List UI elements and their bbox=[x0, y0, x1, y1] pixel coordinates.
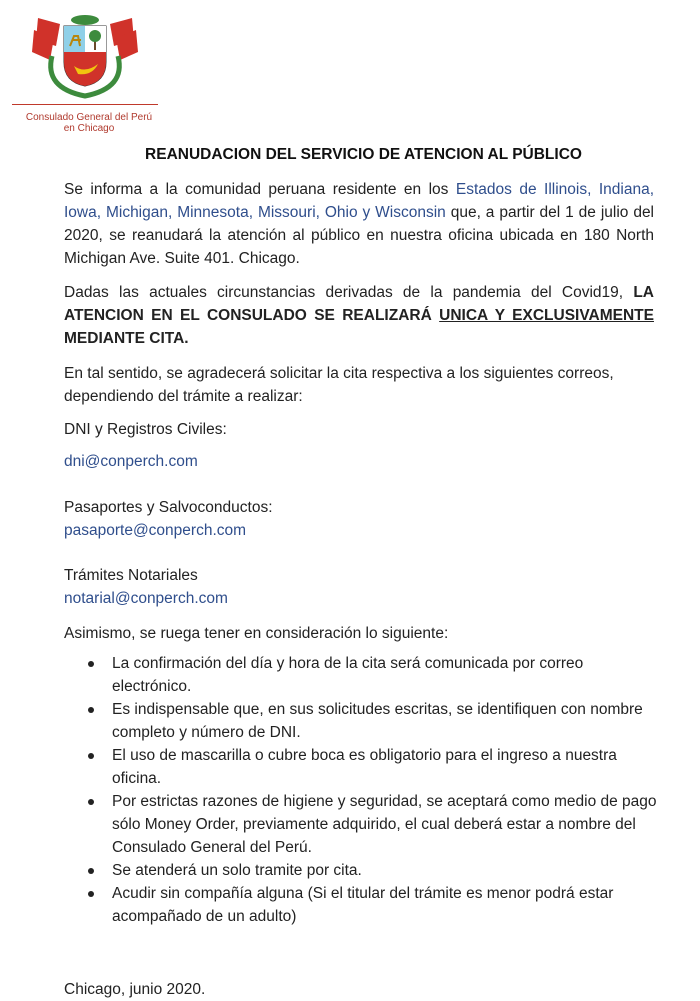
contact-email-dni[interactable]: dni@conperch.com bbox=[64, 453, 198, 470]
contact-label-pasaportes: Pasaportes y Salvoconductos: bbox=[64, 499, 273, 516]
paragraph-considerations: Asimismo, se ruega tener en consideración lo siguiente: bbox=[64, 625, 449, 642]
list-item: Por estrictas razones de higiene y seguridad, se aceptará como medio de pago sólo Money Order, previamente adquirido, el cual deberá estar a nombre del Consulado General del Perú. bbox=[64, 790, 664, 859]
paragraph-intro: Se informa a la comunidad peruana residente en los Estados de Illinois, Indiana, Iowa, Michigan, Minnesota, Missouri, Ohio y Wisconsin que, a partir del 1 de julio del 2020, se reanudará la atención al público en nuestra oficina ubicada en 180 North Michigan Ave. Suite 401. Chicago. bbox=[64, 181, 655, 267]
list-item: La confirmación del día y hora de la cita será comunicada por correo electrónico. bbox=[64, 652, 664, 698]
list-item: El uso de mascarilla o cubre boca es obligatorio para el ingreso a nuestra oficina. bbox=[64, 744, 664, 790]
consulate-name: Consulado General del Perú en Chicago bbox=[25, 112, 153, 134]
contact-label-notariales: Trámites Notariales bbox=[64, 567, 198, 584]
bullet-icon bbox=[88, 753, 94, 759]
peru-coat-of-arms-logo bbox=[30, 10, 140, 100]
bullet-icon bbox=[88, 891, 94, 897]
bullet-icon bbox=[88, 661, 94, 667]
page-title: REANUDACION DEL SERVICIO DE ATENCION AL PÚBLICO bbox=[145, 146, 582, 163]
bullet-icon bbox=[88, 799, 94, 805]
list-item: Acudir sin compañía alguna (Si el titular del trámite es menor podrá estar acompañado de un adulto) bbox=[64, 882, 664, 928]
states-list: Estados de Illinois, Indiana, Iowa, Michigan, Minnesota, Missouri, Ohio y Wisconsin bbox=[64, 181, 654, 221]
contact-email-notariales[interactable]: notarial@conperch.com bbox=[64, 590, 228, 607]
bullet-icon bbox=[88, 707, 94, 713]
list-item: Se atenderá un solo tramite por cita. bbox=[64, 859, 664, 882]
considerations-list bbox=[64, 652, 664, 928]
closing-date: Chicago, junio 2020. bbox=[64, 981, 206, 998]
list-item: Es indispensable que, en sus solicitudes escritas, se identifiquen con nombre completo y número de DNI. bbox=[64, 698, 664, 744]
contact-label-dni: DNI y Registros Civiles: bbox=[64, 421, 227, 438]
header-divider bbox=[12, 104, 158, 105]
paragraph-appointment-notice: Dadas las actuales circunstancias derivadas de la pandemia del Covid19, LA ATENCION EN EL CONSULADO SE REALIZARÁ UNICA Y EXCLUSIVAMENTE MEDIANTE CITA. bbox=[64, 284, 654, 347]
contact-email-pasaportes[interactable]: pasaporte@conperch.com bbox=[64, 522, 247, 539]
paragraph-request: En tal sentido, se agradecerá solicitar la cita respectiva a los siguientes correos, dependiendo del trámite a realizar: bbox=[64, 365, 614, 405]
bullet-icon bbox=[88, 868, 94, 874]
